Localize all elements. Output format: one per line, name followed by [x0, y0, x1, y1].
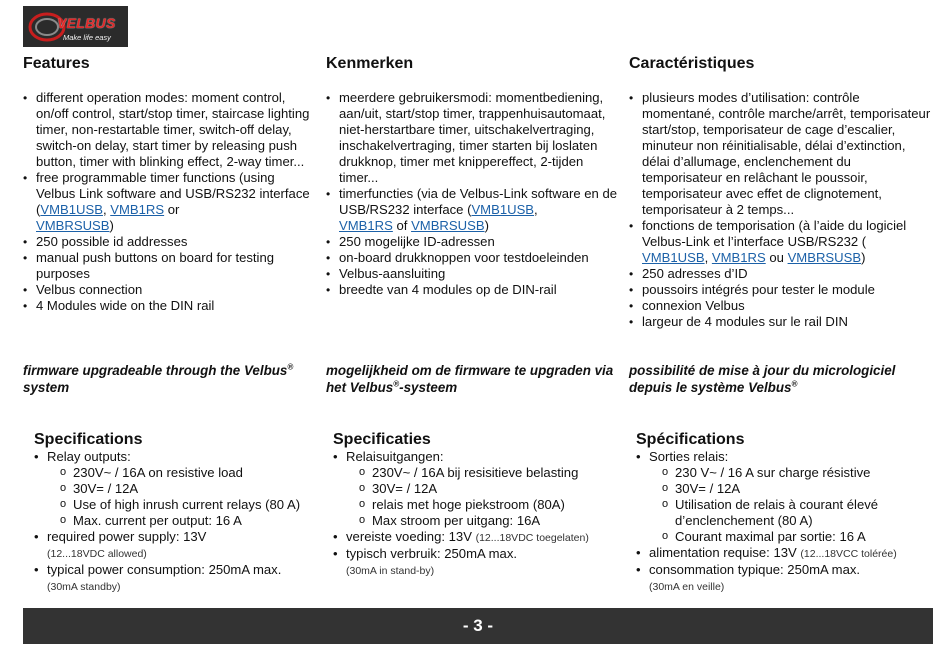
- firmware-note-fr: [629, 362, 929, 396]
- features-list: [326, 90, 618, 298]
- spec-item-relay: [636, 449, 931, 545]
- specifications-heading: Spécifications: [636, 431, 745, 448]
- list-item: [629, 218, 931, 266]
- specifications-heading: Specificaties: [333, 431, 431, 448]
- link-vmb1usb[interactable]: VMB1USB: [642, 250, 705, 265]
- sub-item: o 230V~ / 16A on resistive load: [60, 465, 319, 481]
- spec-item-consumption: [34, 562, 319, 595]
- consumption-text: typical power consumption: 250mA max.: [47, 562, 282, 577]
- list-item: • manual push buttons on board for testing purposes: [23, 250, 313, 282]
- list-item: • plusieurs modes d’utilisation: contrôle momentané, contrôle marche/arrêt, temporisateur start/stop, temporisateur de cage d’escalier, minuteur non réinitialisable, délai d’extinction, délai d’allumage, enclenchement du temporisateur en relâchant le poussoir, temporisateur avec effet de clignotement, temporisateur à 2 temps...: [629, 90, 931, 218]
- registered-mark: ®: [287, 362, 294, 372]
- list-item: • largeur de 4 modules sur le rail DIN: [629, 314, 931, 330]
- sub-item: o Courant maximal par sortie: 16 A: [662, 529, 931, 545]
- item-text: or: [164, 202, 180, 217]
- list-item: • connexion Velbus: [629, 298, 931, 314]
- sub-item: o 30V= / 12A: [662, 481, 931, 497]
- firmware-text-end: -systeem: [399, 380, 458, 395]
- registered-mark: ®: [791, 379, 798, 389]
- firmware-note-en: [23, 362, 313, 396]
- link-vmb1rs[interactable]: VMB1RS: [339, 218, 393, 233]
- link-vmbrsusb[interactable]: VMBRSUSB: [787, 250, 862, 265]
- spec-item-power: [636, 545, 931, 562]
- item-text: ,: [102, 202, 111, 217]
- page-footer: [23, 608, 933, 644]
- relay-sublist: [359, 465, 623, 529]
- item-text: ou: [765, 250, 788, 265]
- item-text: of: [392, 218, 412, 233]
- features-column-nl: [326, 54, 618, 298]
- features-heading: Caractéristiques: [629, 55, 755, 72]
- list-item: • different operation modes: moment control, on/off control, start/stop timer, staircase lighting timer, non-restartable timer, switch-off delay, switch-on delay, start timer by releasing push button, timer with blinking effect, 2-way timer...: [23, 90, 313, 170]
- firmware-text: mogelijkheid om de firmware te upgraden via het Velbus: [326, 363, 614, 395]
- power-text: required power supply: 13V: [47, 529, 207, 544]
- item-text: ): [484, 218, 489, 233]
- spec-item-relay: [333, 449, 623, 529]
- sub-item: o 230V~ / 16A bij resisitieve belasting: [359, 465, 623, 481]
- item-text: free programmable timer functions (using Velbus Link software and USB/RS232 interface (: [36, 170, 310, 217]
- power-text: alimentation requise: 13V: [649, 545, 797, 560]
- list-item: [326, 186, 618, 234]
- consumption-note: (30mA standby): [47, 581, 121, 593]
- features-heading: Kenmerken: [326, 55, 414, 72]
- consumption-note: (30mA en veille): [649, 581, 725, 593]
- registered-mark: ®: [393, 379, 400, 389]
- spec-list: [636, 449, 931, 595]
- link-vmb1usb[interactable]: VMB1USB: [40, 202, 103, 217]
- list-item: • 250 adresses d’ID: [629, 266, 931, 282]
- consumption-text: consommation typique: 250mA max.: [649, 562, 861, 577]
- item-text: fonctions de temporisation (à l’aide du logiciel Velbus-Link et l’interface USB/RS232 (: [642, 218, 907, 249]
- velbus-logo: [23, 6, 128, 47]
- sub-item: o 30V= / 12A: [359, 481, 623, 497]
- item-text: ,: [534, 202, 538, 217]
- power-text: vereiste voeding: 13V: [346, 529, 472, 544]
- relay-sublist: [662, 465, 931, 545]
- sub-item: o 230 V~ / 16 A sur charge résistive: [662, 465, 931, 481]
- spec-item-power: [34, 529, 319, 562]
- item-text: ): [861, 250, 866, 265]
- features-heading: Features: [23, 55, 90, 72]
- list-item: • meerdere gebruikersmodi: momentbediening, aan/uit, start/stop timer, trappenhuisautomaat, niet-herstartbare timer, uitschakelvertraging, inschakelvertraging, timer starten bij loslaten drukknop, timer met knippereffect, 2-tijden timer...: [326, 90, 618, 186]
- logo-brand: VELBUS: [57, 15, 116, 31]
- spec-item-consumption: [636, 562, 931, 595]
- features-column-en: [23, 54, 313, 314]
- item-text: timerfuncties (via de Velbus-Link software en de USB/RS232 interface (: [339, 186, 618, 217]
- list-item: • 250 possible id addresses: [23, 234, 313, 250]
- relay-label: Relay outputs:: [47, 449, 131, 464]
- relay-label: Sorties relais:: [649, 449, 729, 464]
- consumption-text: typisch verbruik: 250mA max.: [346, 546, 518, 561]
- firmware-text: possibilité de mise à jour du micrologiciel depuis le système Velbus: [629, 363, 896, 395]
- list-item: • breedte van 4 modules op de DIN-rail: [326, 282, 618, 298]
- link-vmbrsusb[interactable]: VMBRSUSB: [411, 218, 485, 233]
- sub-item: o Max stroom per uitgang: 16A: [359, 513, 623, 529]
- spec-item-consumption: [333, 546, 623, 579]
- power-note: (12...18VDC toegelaten): [475, 532, 589, 544]
- specifications-en: [34, 430, 319, 595]
- sub-item: o Max. current per output: 16 A: [60, 513, 319, 529]
- sub-item: o relais met hoge piekstroom (80A): [359, 497, 623, 513]
- logo-tagline: Make life easy: [63, 33, 111, 42]
- relay-sublist: [60, 465, 319, 529]
- item-text: ): [109, 218, 114, 233]
- list-item: [23, 170, 313, 234]
- features-list: [23, 90, 313, 314]
- list-item: • on-board drukknoppen voor testdoeleinden: [326, 250, 618, 266]
- list-item: • 250 mogelijke ID-adressen: [326, 234, 618, 250]
- link-vmb1usb[interactable]: VMB1USB: [471, 202, 535, 217]
- list-item: • Velbus-aansluiting: [326, 266, 618, 282]
- item-text: ,: [704, 250, 712, 265]
- features-column-fr: [629, 54, 931, 330]
- spec-item-relay: [34, 449, 319, 529]
- spec-list: [34, 449, 319, 595]
- link-vmbrsusb[interactable]: VMBRSUSB: [36, 218, 110, 233]
- spec-item-power: [333, 529, 623, 546]
- list-item: • poussoirs intégrés pour tester le module: [629, 282, 931, 298]
- spec-list: [333, 449, 623, 579]
- firmware-text: firmware upgradeable through the Velbus: [23, 363, 288, 378]
- link-vmb1rs[interactable]: VMB1RS: [110, 202, 165, 217]
- specifications-nl: [333, 430, 623, 579]
- list-item: • 4 Modules wide on the DIN rail: [23, 298, 313, 314]
- sub-item: o 30V= / 12A: [60, 481, 319, 497]
- link-vmb1rs[interactable]: VMB1RS: [711, 250, 766, 265]
- sub-item: o Use of high inrush current relays (80 A): [60, 497, 319, 513]
- page-number: - 3 -: [462, 616, 494, 635]
- specifications-fr: [636, 430, 931, 595]
- features-list: [629, 90, 931, 330]
- power-note: (12...18VDC allowed): [47, 548, 147, 560]
- list-item: • Velbus connection: [23, 282, 313, 298]
- power-note: (12...18VCC tolérée): [800, 548, 897, 560]
- relay-label: Relaisuitgangen:: [346, 449, 444, 464]
- specifications-heading: Specifications: [34, 431, 143, 448]
- firmware-note-nl: [326, 362, 618, 396]
- consumption-note: (30mA in stand-by): [346, 565, 435, 577]
- firmware-text-end: system: [23, 380, 70, 395]
- sub-item: o Utilisation de relais à courant élevé d’enclenchement (80 A): [662, 497, 931, 529]
